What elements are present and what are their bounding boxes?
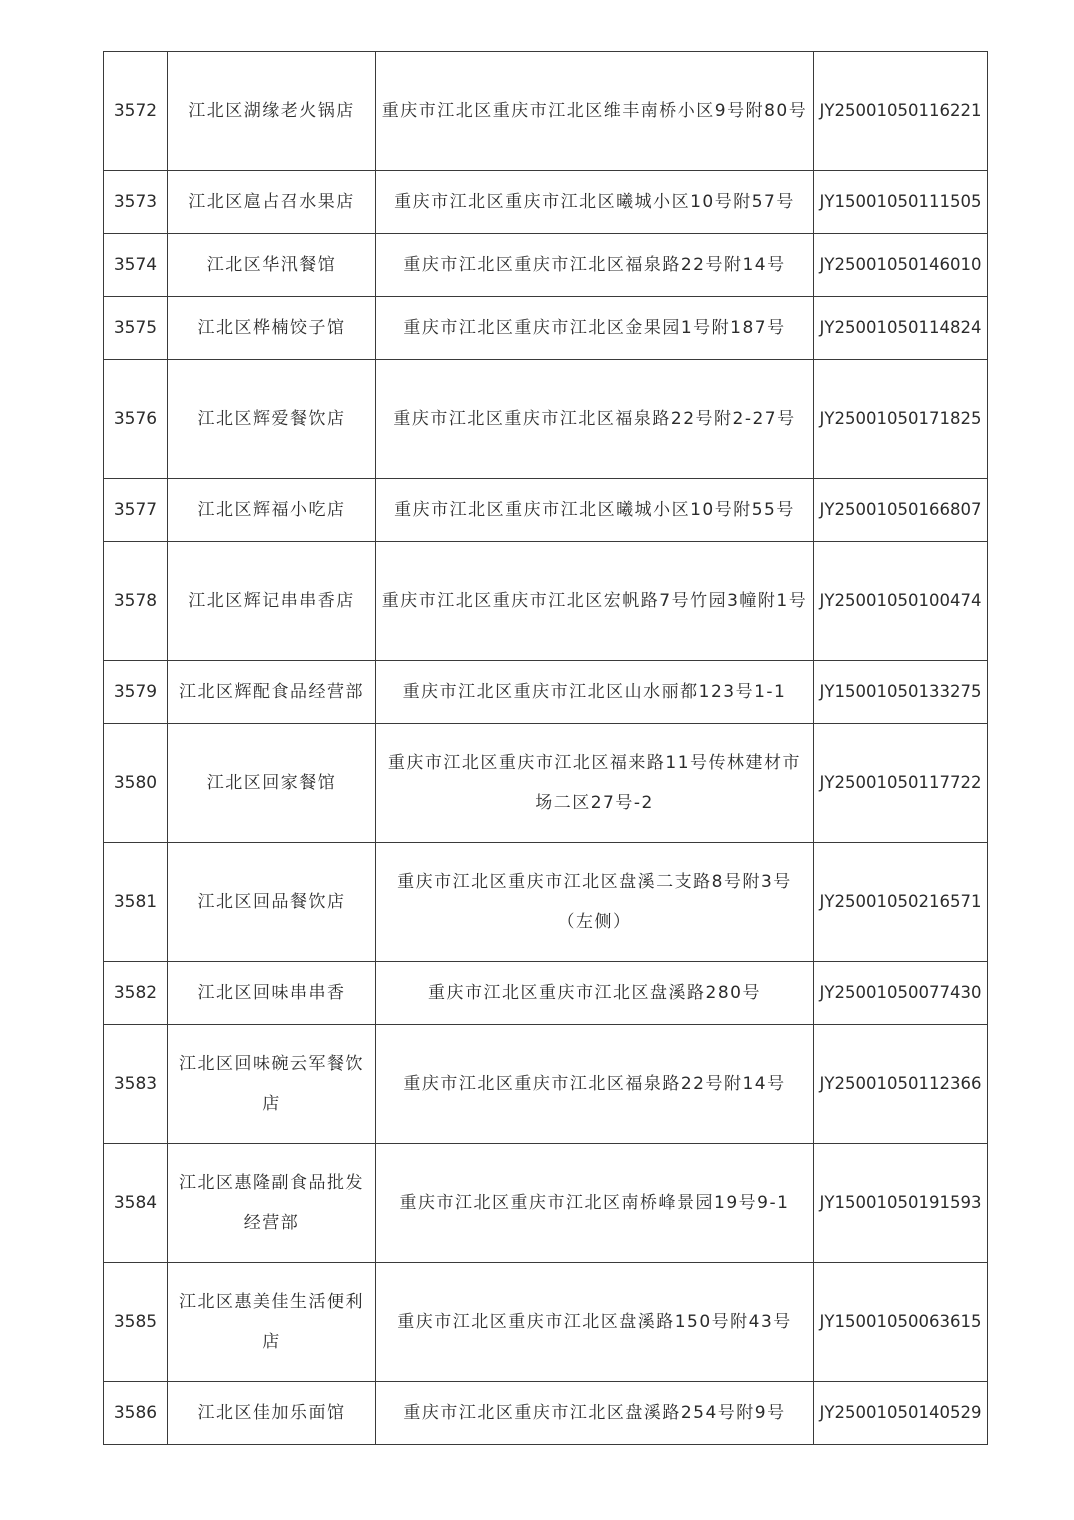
license-number: JY25001050117722 [814,724,988,843]
row-number: 3586 [104,1382,168,1445]
business-name: 江北区惠美佳生活便利店 [168,1263,376,1382]
table-row [104,843,988,962]
license-number: JY25001050140529 [814,1382,988,1445]
business-address: 重庆市江北区重庆市江北区福泉路22号附14号 [376,1025,814,1144]
business-address: 重庆市江北区重庆市江北区盘溪路280号 [376,962,814,1025]
row-number: 3574 [104,234,168,297]
row-number: 3575 [104,297,168,360]
table-row [104,52,988,171]
license-number: JY25001050112366 [814,1025,988,1144]
business-address: 重庆市江北区重庆市江北区南桥峰景园19号9-1 [376,1144,814,1263]
business-name: 江北区回味碗云军餐饮店 [168,1025,376,1144]
business-address: 重庆市江北区重庆市江北区福来路11号传林建材市场二区27号-2 [376,724,814,843]
row-number: 3584 [104,1144,168,1263]
business-name: 江北区回味串串香 [168,962,376,1025]
row-number: 3572 [104,52,168,171]
license-number: JY25001050116221 [814,52,988,171]
table-row [104,1382,988,1445]
table-row [104,171,988,234]
license-number: JY25001050114824 [814,297,988,360]
business-name: 江北区惠隆副食品批发经营部 [168,1144,376,1263]
license-table [103,51,988,1445]
business-name: 江北区扈占召水果店 [168,171,376,234]
license-number: JY15001050133275 [814,661,988,724]
business-address: 重庆市江北区重庆市江北区盘溪路150号附43号 [376,1263,814,1382]
business-address: 重庆市江北区重庆市江北区盘溪路254号附9号 [376,1382,814,1445]
row-number: 3573 [104,171,168,234]
table-row [104,724,988,843]
row-number: 3579 [104,661,168,724]
row-number: 3583 [104,1025,168,1144]
business-address: 重庆市江北区重庆市江北区曦城小区10号附55号 [376,479,814,542]
row-number: 3577 [104,479,168,542]
business-address: 重庆市江北区重庆市江北区宏帆路7号竹园3幢附1号 [376,542,814,661]
license-number: JY15001050191593 [814,1144,988,1263]
business-name: 江北区辉记串串香店 [168,542,376,661]
business-address: 重庆市江北区重庆市江北区盘溪二支路8号附3号（左侧） [376,843,814,962]
row-number: 3582 [104,962,168,1025]
document-page [103,51,987,1445]
business-name: 江北区回家餐馆 [168,724,376,843]
table-row [104,479,988,542]
row-number: 3585 [104,1263,168,1382]
business-name: 江北区湖缘老火锅店 [168,52,376,171]
business-name: 江北区辉爱餐饮店 [168,360,376,479]
table-row [104,1263,988,1382]
business-address: 重庆市江北区重庆市江北区福泉路22号附2-27号 [376,360,814,479]
license-number: JY25001050216571 [814,843,988,962]
table-row [104,1025,988,1144]
business-name: 江北区桦楠饺子馆 [168,297,376,360]
table-row [104,297,988,360]
license-number: JY25001050146010 [814,234,988,297]
license-number: JY25001050077430 [814,962,988,1025]
license-number: JY25001050166807 [814,479,988,542]
row-number: 3580 [104,724,168,843]
row-number: 3581 [104,843,168,962]
table-row [104,962,988,1025]
table-row [104,542,988,661]
business-address: 重庆市江北区重庆市江北区维丰南桥小区9号附80号 [376,52,814,171]
row-number: 3576 [104,360,168,479]
table-row [104,1144,988,1263]
license-number: JY25001050171825 [814,360,988,479]
table-row [104,661,988,724]
business-address: 重庆市江北区重庆市江北区金果园1号附187号 [376,297,814,360]
business-name: 江北区辉配食品经营部 [168,661,376,724]
row-number: 3578 [104,542,168,661]
license-number: JY25001050100474 [814,542,988,661]
license-number: JY15001050111505 [814,171,988,234]
license-table-body [104,52,988,1445]
table-row [104,360,988,479]
business-address: 重庆市江北区重庆市江北区福泉路22号附14号 [376,234,814,297]
business-address: 重庆市江北区重庆市江北区曦城小区10号附57号 [376,171,814,234]
business-name: 江北区辉福小吃店 [168,479,376,542]
business-address: 重庆市江北区重庆市江北区山水丽都123号1-1 [376,661,814,724]
license-number: JY15001050063615 [814,1263,988,1382]
business-name: 江北区华汛餐馆 [168,234,376,297]
table-row [104,234,988,297]
business-name: 江北区回品餐饮店 [168,843,376,962]
business-name: 江北区佳加乐面馆 [168,1382,376,1445]
